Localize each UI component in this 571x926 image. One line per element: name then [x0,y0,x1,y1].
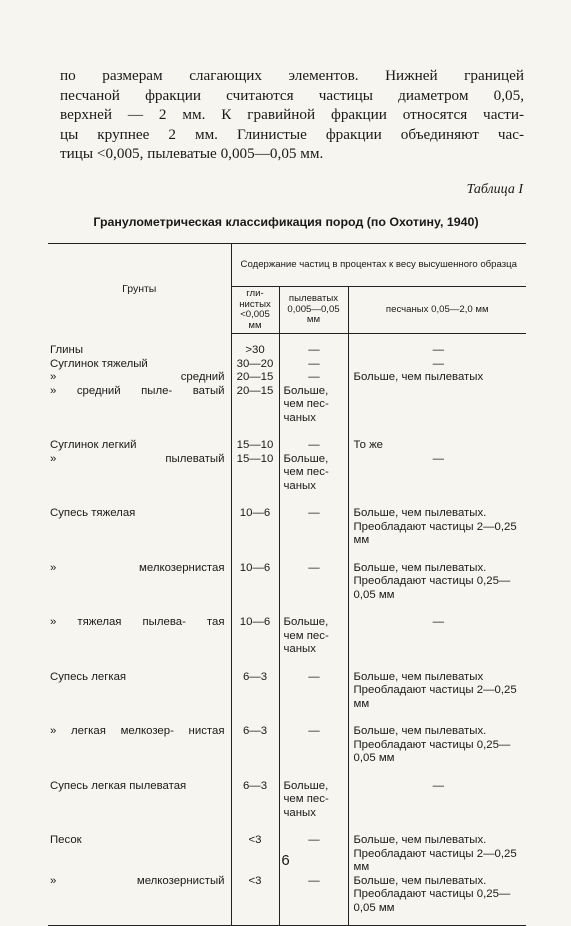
silt-value: Больше, чем пес- чаных [279,766,348,821]
table-row [48,548,526,603]
header-content-group: Содержание частиц в процентах к весу высушенного образца [231,244,526,287]
clay-value: 6—3 [231,657,279,712]
table-row [48,602,526,657]
soil-name: » мелкозернистая [50,561,225,574]
intro-line: тицы <0,005, пылеватые 0,005—0,05 мм. [60,145,324,162]
sand-value: — [432,452,444,465]
table-row [48,425,526,453]
header-silt: пылеватых 0,005—0,05 мм [279,287,348,334]
sand-value: Больше, чем пылеватых. Преобладают частицы 2—0,25 мм [353,834,517,873]
sand-value: Больше, чем пылеватых. Преобладают частицы 2—0,25 мм [353,507,517,546]
sand-value [348,385,526,426]
soil-name: » мелкозернистый [48,875,231,926]
table-row [48,453,526,494]
silt-value: — [279,657,348,712]
sand-value: — [432,779,444,792]
silt-value: Больше, чем пес- чаных [279,453,348,494]
silt-value: — [279,548,348,603]
table-row [48,493,526,548]
intro-line: по размерам слагающих элементов. Нижней границей [60,67,524,84]
soil-name: » средний [50,371,225,383]
header-clay: гли- нистых <0,005 мм [231,287,279,334]
table-row [48,657,526,712]
soil-name: » легкая мелкозер- нистая [50,725,225,737]
sand-value: Больше, чем пылеватых [353,371,484,383]
table-row [48,766,526,821]
classification-table [48,243,526,926]
sand-value: Больше, чем пылеватых Преобладают частицы 2—0,25 мм [353,670,517,710]
soil-name: Супесь легкая пылеватая [50,779,187,792]
soil-name: Суглинок тяжелый [50,357,148,370]
sand-value: Больше, чем пылеватых. Преобладают частицы 0,25—0,05 мм [353,561,511,601]
soil-name: » средний пыле- ватый [50,384,225,397]
clay-value: <3 [231,820,279,875]
clay-value: 10—6 [231,493,279,548]
table-row [48,875,526,926]
table-number: Таблица I [466,182,523,197]
sand-value: — [432,344,444,356]
silt-value: — [279,875,348,926]
table-row [48,358,526,372]
intro-line: цы крупнее 2 мм. Глинистые фракции объединяют час- [60,125,524,143]
silt-value: — [279,334,348,358]
table-row [48,711,526,766]
silt-value: Больше, чем пес- чаных [279,385,348,426]
clay-value: 10—6 [231,548,279,603]
soil-name: Песок [50,834,82,846]
clay-value: 10—6 [231,602,279,657]
sand-value: Больше, чем пылеватых. Преобладают частицы 0,25—0,05 мм [348,875,526,926]
header-soils: Грунты [48,244,231,334]
silt-value: — [279,425,348,453]
clay-value: 15—10 [231,425,279,453]
clay-value: 20—15 [231,385,279,426]
clay-value: 20—15 [231,371,279,385]
header-sand: песчаных 0,05—2,0 мм [348,287,526,334]
table-row [48,385,526,426]
soil-name: » тяжелая пылева- тая [50,616,225,628]
silt-value: — [279,358,348,372]
table-title: Гранулометрическая классификация пород (по Охотину, 1940) [93,215,479,229]
intro-line: песчаной фракции считаются частицы диаметром 0,05, [60,86,524,104]
clay-value: 30—20 [231,358,279,372]
clay-value: 6—3 [231,766,279,821]
table-row [48,371,526,385]
silt-value: — [279,711,348,766]
soil-name: Супесь легкая [50,670,127,683]
soil-name: Супесь тяжелая [50,507,136,519]
silt-value: — [279,493,348,548]
soil-name: Глины [50,343,84,356]
sand-value: — [432,616,444,628]
silt-value: — [279,820,348,875]
table-row [48,334,526,358]
intro-paragraph [60,66,524,164]
clay-value: >30 [231,334,279,358]
intro-line: верхней — 2 мм. К гравийной фракции относятся части- [60,106,524,123]
clay-value: <3 [231,875,279,926]
silt-value: Больше, чем пес- чаных [279,602,348,657]
sand-value: Больше, чем пылеватых. Преобладают частицы 0,25—0,05 мм [353,725,511,764]
soil-name: » пылеватый [50,452,225,465]
clay-value: 15—10 [231,453,279,494]
page-number: 6 [281,852,290,869]
sand-value: То же [353,439,384,451]
sand-value: — [432,357,444,370]
silt-value: — [279,371,348,385]
clay-value: 6—3 [231,711,279,766]
soil-name: Суглинок легкий [50,439,137,451]
